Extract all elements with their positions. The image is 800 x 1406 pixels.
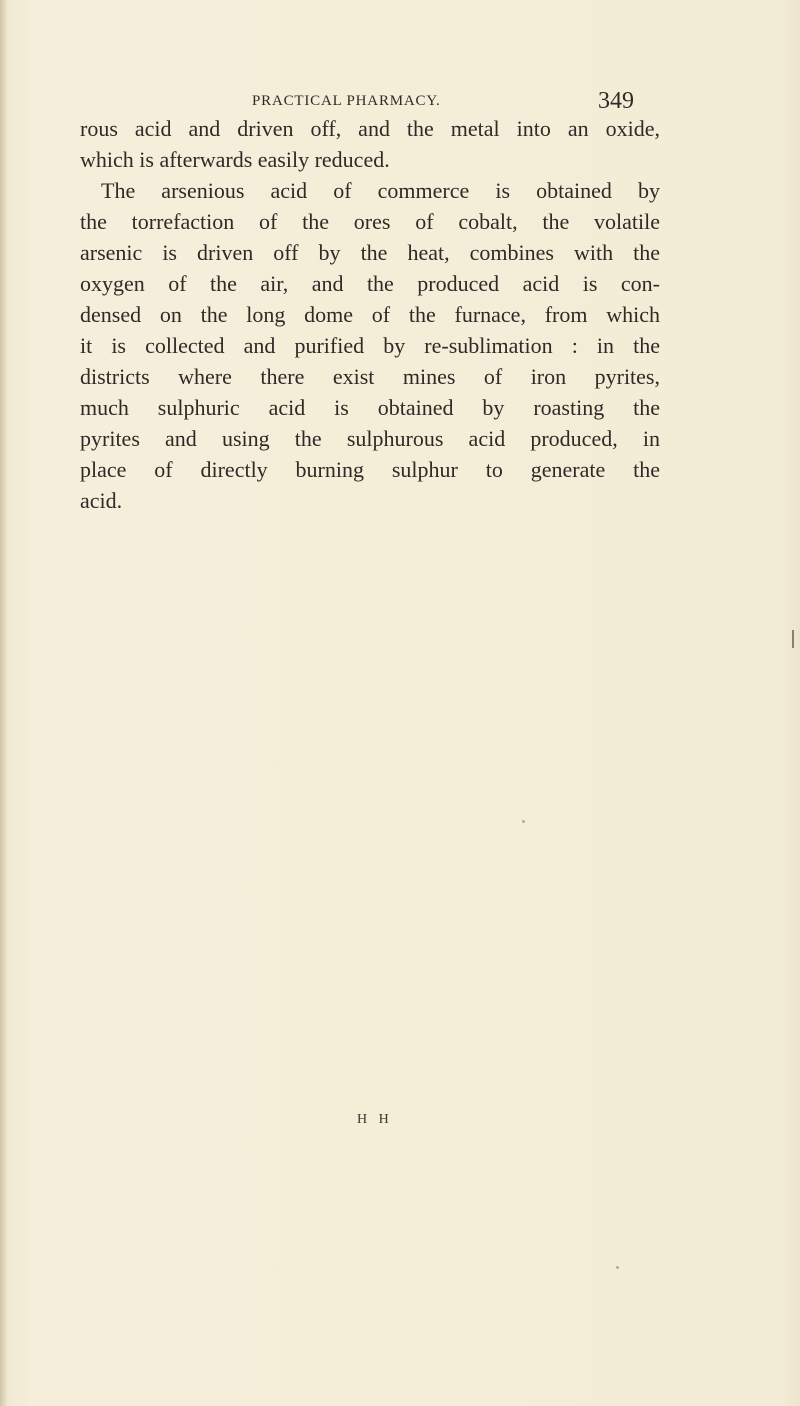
text-line: it is collected and purified by re-sublimation : in the [80,333,660,358]
text-line: the torrefaction of the ores of cobalt, the volatile [80,209,660,234]
text-line: densed on the long dome of the furnace, from which [80,302,660,327]
text-line: acid. [80,488,123,513]
running-head [252,88,672,116]
binding-edge [0,0,6,1406]
text-line: which is afterwards easily reduced. [80,147,390,172]
text-line: much sulphuric acid is obtained by roasting the [80,395,660,420]
page-number: 349 [598,88,634,114]
text-line: arsenic is driven off by the heat, combines with the [80,240,660,265]
text-line: districts where there exist mines of iron pyrites, [80,364,660,389]
text-line: rous acid and driven off, and the metal into an oxide, [80,116,660,141]
edge-mark [792,630,794,648]
running-title: PRACTICAL PHARMACY. [252,93,441,109]
text-line: oxygen of the air, and the produced acid is con- [80,271,660,296]
paper-speck [616,1266,619,1269]
paper-speck [522,820,525,823]
body-text [80,113,660,516]
signature-mark: H H [357,1112,393,1127]
text-line: place of directly burning sulphur to generate the [80,457,660,482]
text-line: pyrites and using the sulphurous acid produced, in [80,426,660,451]
text-line: The arsenious acid of commerce is obtained by [101,178,660,203]
